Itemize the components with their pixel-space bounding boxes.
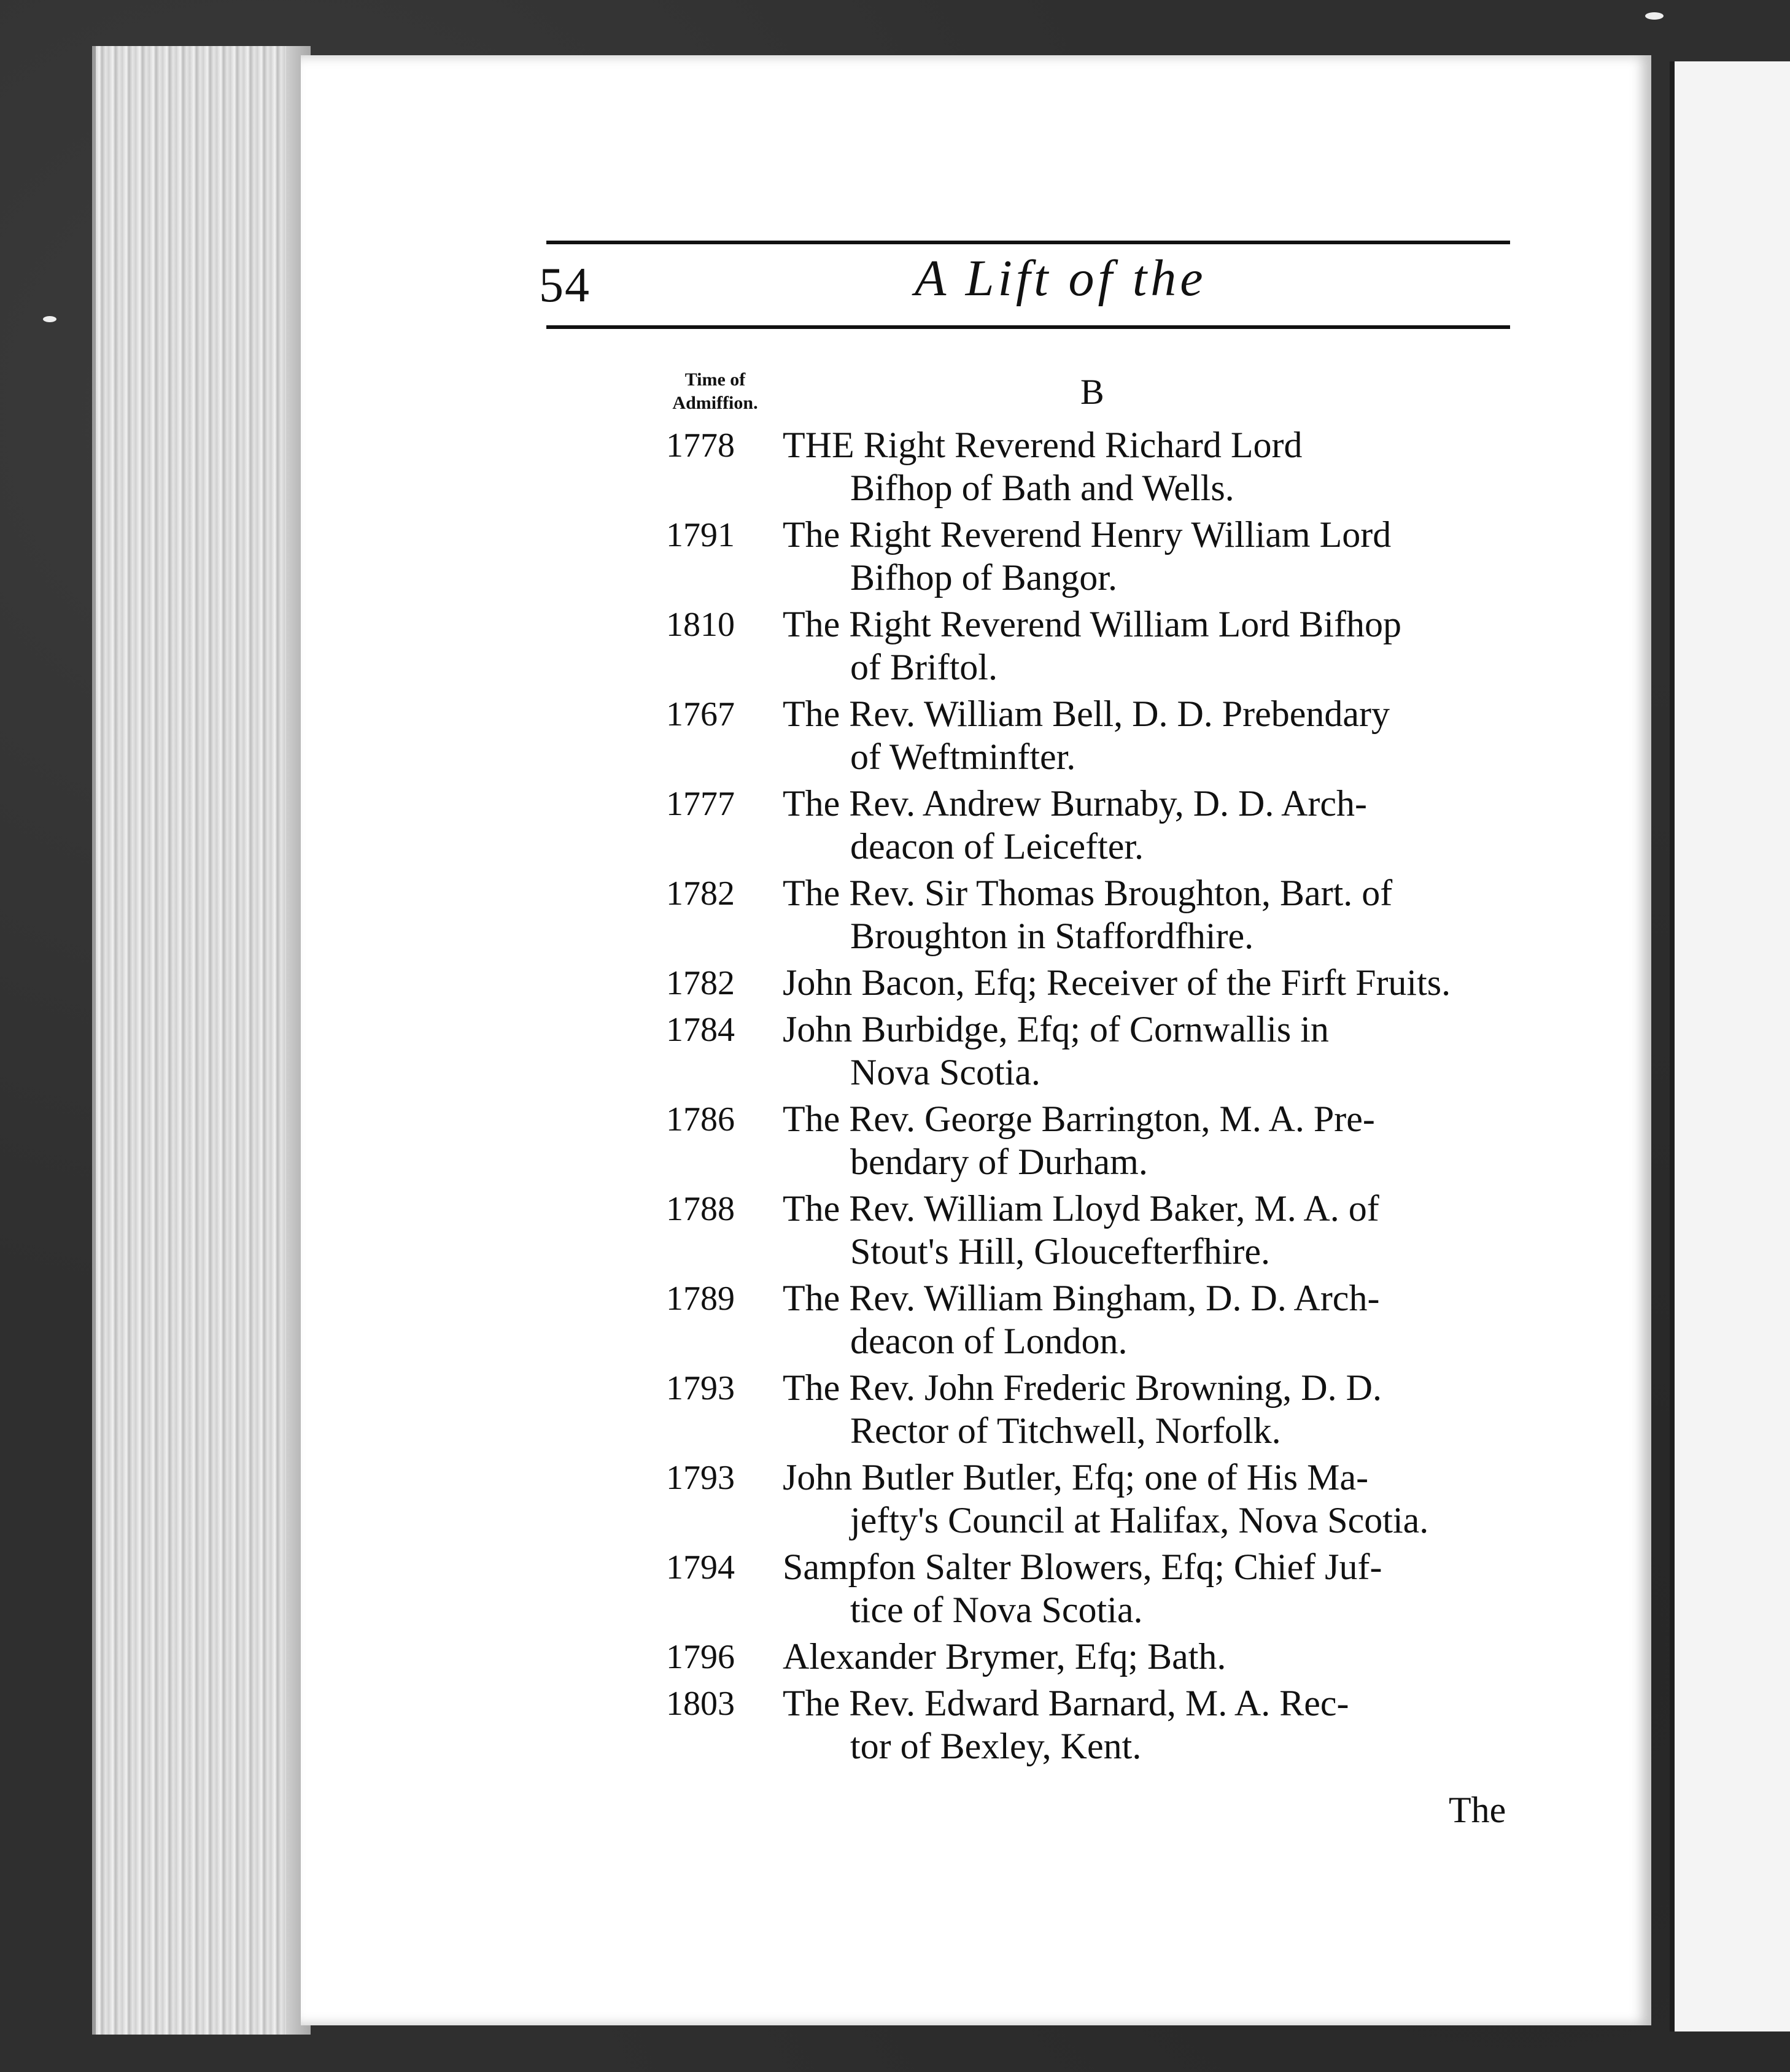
entry-line: The Right Reverend William Lord Bifhop [783, 604, 1401, 644]
entry-text [783, 1366, 1575, 1452]
admission-year: 1793 [666, 1369, 735, 1407]
entry-line: tor of Bexley, Kent. [850, 1726, 1142, 1766]
entry-list [666, 423, 1525, 1771]
entry-line: tice of Nova Scotia. [850, 1590, 1143, 1630]
entry-line: John Burbidge, Efq; of Cornwallis in [783, 1009, 1329, 1050]
entry-line: THE Right Reverend Richard Lord [783, 425, 1303, 465]
list-item [666, 1277, 1525, 1363]
admission-year: 1778 [666, 427, 735, 465]
dust-speck [1645, 12, 1664, 20]
facing-page-edge [1670, 61, 1790, 2031]
section-letter: B [1080, 372, 1104, 412]
entry-line: deacon of Leicefter. [850, 826, 1144, 867]
entry-text [783, 782, 1575, 868]
entry-line: Sampfon Salter Blowers, Efq; Chief Juf- [783, 1547, 1382, 1587]
admission-year: 1803 [666, 1685, 735, 1723]
entry-text [783, 603, 1575, 689]
entry-line: The Rev. William Bell, D. D. Prebendary [783, 694, 1390, 734]
list-item [666, 1187, 1525, 1273]
admission-year: 1793 [666, 1459, 735, 1497]
entry-text [783, 513, 1575, 599]
header-rule-top [546, 241, 1510, 244]
header-rule-bottom [546, 325, 1510, 329]
entry-line: The Rev. Edward Barnard, M. A. Rec- [783, 1683, 1349, 1723]
catchword: The [1449, 1790, 1506, 1830]
admission-year: 1789 [666, 1280, 735, 1318]
entry-text [783, 1008, 1575, 1094]
list-item [666, 782, 1525, 868]
admission-year: 1796 [666, 1638, 735, 1676]
list-item [666, 1097, 1525, 1183]
admission-year: 1782 [666, 875, 735, 913]
entry-text [783, 872, 1575, 957]
entry-line: John Bacon, Efq; Receiver of the Firft Fruits. [783, 962, 1451, 1003]
entry-text [783, 1682, 1575, 1768]
list-item [666, 603, 1525, 689]
admission-year: 1777 [666, 785, 735, 823]
entry-line: The Right Reverend Henry William Lord [783, 514, 1392, 555]
entry-line: The Rev. Sir Thomas Broughton, Bart. of [783, 873, 1393, 913]
list-item [666, 1008, 1525, 1094]
list-item [666, 1682, 1525, 1768]
list-item [666, 961, 1525, 1004]
admission-year: 1810 [666, 606, 735, 644]
entry-text [783, 692, 1575, 778]
page-block-edges [92, 46, 311, 2035]
entry-text [783, 961, 1575, 1004]
entry-line: Bifhop of Bath and Wells. [850, 468, 1234, 508]
entry-text [783, 1277, 1575, 1363]
admission-year: 1767 [666, 695, 735, 733]
entry-text [783, 1635, 1575, 1678]
entry-line: Bifhop of Bangor. [850, 557, 1117, 598]
entry-line: The Rev. John Frederic Browning, D. D. [783, 1367, 1382, 1408]
entry-line: Rector of Titchwell, Norfolk. [850, 1410, 1281, 1451]
entry-line: jefty's Council at Halifax, Nova Scotia. [850, 1500, 1429, 1540]
admission-year: 1791 [666, 516, 735, 554]
admission-year: 1788 [666, 1190, 735, 1228]
list-item [666, 692, 1525, 778]
entry-line: Nova Scotia. [850, 1052, 1040, 1092]
entry-line: of Briftol. [850, 647, 998, 687]
entry-text [783, 423, 1575, 509]
list-item [666, 872, 1525, 957]
list-item [666, 423, 1525, 509]
entry-text [783, 1187, 1575, 1273]
entry-line: of Weftminfter. [850, 736, 1076, 777]
list-item [666, 1545, 1525, 1631]
admission-year: 1794 [666, 1548, 735, 1587]
admission-year: 1786 [666, 1100, 735, 1138]
entry-line: The Rev. William Bingham, D. D. Arch- [783, 1278, 1380, 1318]
entry-line: John Butler Butler, Efq; one of His Ma- [783, 1457, 1369, 1498]
list-item [666, 1456, 1525, 1542]
running-head: A Lift of the [915, 250, 1207, 307]
page-number: 54 [539, 258, 591, 312]
list-item [666, 1366, 1525, 1452]
entry-line: Broughton in Staffordfhire. [850, 916, 1254, 956]
entry-text [783, 1456, 1575, 1542]
entry-line: The Rev. William Lloyd Baker, M. A. of [783, 1188, 1379, 1229]
entry-text [783, 1545, 1575, 1631]
entry-text [783, 1097, 1575, 1183]
list-item [666, 1635, 1525, 1678]
list-item [666, 513, 1525, 599]
entry-line: Stout's Hill, Gloucefterfhire. [850, 1231, 1270, 1272]
entry-line: Alexander Brymer, Efq; Bath. [783, 1636, 1226, 1677]
entry-line: deacon of London. [850, 1321, 1128, 1361]
column-header: Time of Admiffion. [672, 369, 758, 413]
entry-line: The Rev. Andrew Burnaby, D. D. Arch- [783, 783, 1368, 824]
admission-year: 1784 [666, 1011, 735, 1049]
admission-year: 1782 [666, 964, 735, 1002]
entry-line: bendary of Durham. [850, 1142, 1148, 1182]
entry-line: The Rev. George Barrington, M. A. Pre- [783, 1099, 1375, 1139]
dust-speck [43, 316, 56, 322]
